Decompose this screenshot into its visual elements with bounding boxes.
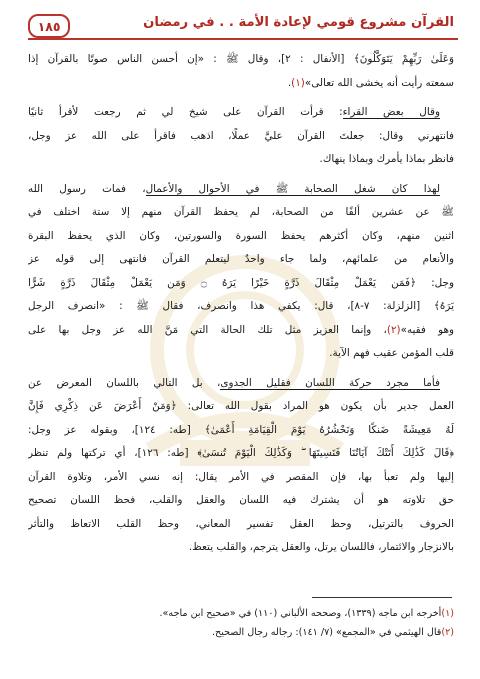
- page-number: ١٨٥: [28, 14, 70, 38]
- text-segment: ﷺ عن عشرين ألفًا من الصحابة، لم يحفظ القرآن منهم إلا ستة اختلف في: [28, 206, 454, 218]
- text-line: [28, 466, 454, 490]
- text-line: [28, 295, 454, 319]
- text-line: [28, 536, 454, 560]
- text-segment: يَرَهُ﴾ [الزلزلة: ٧-٨]، قال: يكفي هذا وانصرف، فقال ﷺ : «انصرف الرجل: [28, 300, 454, 312]
- text-segment: ، وإنما العزيز مثل تلك الحالة التي مَنَّ الله عز وجل بها على: [28, 323, 387, 336]
- text-line: [28, 442, 454, 466]
- running-title: القرآن مشروع قومي لإعادة الأمة . . في رمضان: [143, 15, 454, 30]
- text-segment: فانتهرني وقال: جعلتَ القرآن عليَّ عملًا، اذهب فاقرأ على الله عز وجل،: [28, 129, 454, 142]
- text-line: [28, 125, 454, 149]
- text-segment: حق تلاوته هو أن يشترك فيه اللسان والعقل والقلب، فحظ اللسان تصحيح: [28, 494, 454, 506]
- footnote-ref: (٢): [386, 323, 401, 336]
- text-segment: الحروف بالترتيل، وحظ العقل تفسير المعاني، وحظ القلب الاتعاظ والتأثر: [28, 517, 454, 530]
- text-line: [28, 319, 454, 343]
- text-line: [28, 72, 454, 96]
- text-segment: .: [287, 76, 292, 89]
- underlined-phrase: لهذا كان شغل الصحابة ﷺ في الأحوال والأعمال: [145, 182, 441, 195]
- footnotes: [28, 604, 454, 642]
- text-segment: بالانزجار والائتمار، فاللسان يرتل، والعقل يترجم، والقلب يتعظ.: [188, 541, 454, 553]
- text-segment: والأنعام من علمائهم، ولما جاء واحدٌ ليتعلم القرآن فانتهى إلى قوله عز: [28, 253, 454, 265]
- footnote: [28, 623, 454, 642]
- text-segment: وجل: ﴿فَمَن يَعْمَلْ مِثْقَالَ ذَرَّةٍ خَيْرًا يَرَهُ ۝ وَمَن يَعْمَلْ مِثْقَالَ ذَرَّةٍ شَرًّا: [28, 276, 454, 289]
- text-line: [28, 178, 454, 202]
- text-line: [28, 48, 454, 72]
- text-segment: لَهُ مَعِيشَةً ضَنكًا وَنَحْشُرُهُ يَوْمَ الْقِيَامَةِ أَعْمَىٰ﴾ [طه: ١٢٤]، وبقوله عز وجل:: [28, 423, 454, 436]
- text-line: [28, 372, 454, 396]
- footnote-number: (١): [441, 608, 454, 619]
- text-line: [28, 419, 454, 443]
- text-line: [28, 101, 454, 125]
- page-header: [28, 14, 458, 40]
- text-line: [28, 248, 454, 272]
- text-line: [28, 395, 454, 419]
- text-segment: اثنين منهم، وكان أكثرهم يحفظ السورة والسورتين، وكان الذي يحفظ البقرة: [28, 229, 454, 242]
- text-line: [28, 342, 454, 366]
- underlined-phrase: وقال بعض القراء: [342, 106, 440, 118]
- footnote-divider: [312, 597, 452, 598]
- text-segment: وَعَلَىٰ رَبِّهِمْ يَتَوَكَّلُونَ﴾ [الأنفال : ٢]، وقال ﷺ : «إن أحسن الناس صوتًا بالقرآن إذا: [28, 53, 454, 65]
- text-segment: العمل جدير بأن يكون هو المراد بقول الله تعالى: ﴿وَمَنْ أَعْرَضَ عَن ذِكْرِي فَإِنَّ: [28, 400, 454, 412]
- text-line: [28, 148, 454, 172]
- footnote-number: (٢): [441, 627, 454, 638]
- text-segment: : قرأت القرآن على شيخ لي ثم رجعت لأقرأ ثانيًا: [28, 106, 343, 118]
- text-segment: ، بل التالي باللسان المعرض عن: [28, 376, 221, 389]
- footnote-ref: (١): [291, 76, 305, 89]
- text-segment: إليها ولم تعبأ بها، فإن المقصر في الأمر يقال: إنه نسي الأمر، وتلاوة القرآن: [28, 470, 454, 483]
- text-line: [28, 201, 454, 225]
- text-segment: ﴿قَالَ كَذَٰلِكَ أَتَتْكَ آيَاتُنَا فَنَسِيتَهَا ۖ وَكَذَٰلِكَ الْيَوْمَ تُنسَىٰ﴾ [طه: ١٢٦]، أي تركتها ولم تنظر: [28, 447, 454, 459]
- footnote-text: أخرجه ابن ماجه (١٣٣٩)، وصححه الألباني (١١٠) في «صحيح ابن ماجه».: [159, 608, 442, 619]
- underlined-phrase: فأما مجرد حركة اللسان فقليل الجدوى: [220, 376, 440, 389]
- footnote-text: قال الهيثمي في «المجمع» (٧/ ١٤١): رجاله رجال الصحيح.: [211, 627, 442, 638]
- text-segment: فانظر بماذا يأمرك وبماذا ينهاك.: [319, 153, 454, 165]
- text-line: [28, 489, 454, 513]
- text-line: [28, 272, 454, 296]
- text-segment: ، فمات رسول الله: [28, 182, 146, 195]
- text-line: [28, 513, 454, 537]
- text-line: [28, 225, 454, 249]
- text-segment: سمعته رأيت أنه يخشى الله تعالى»: [304, 76, 454, 89]
- text-segment: قلب المؤمن عقيب فهم الآية.: [329, 347, 454, 359]
- footnote: [28, 604, 454, 623]
- text-segment: وهو فقيه»: [400, 323, 454, 336]
- body-text: [28, 48, 454, 560]
